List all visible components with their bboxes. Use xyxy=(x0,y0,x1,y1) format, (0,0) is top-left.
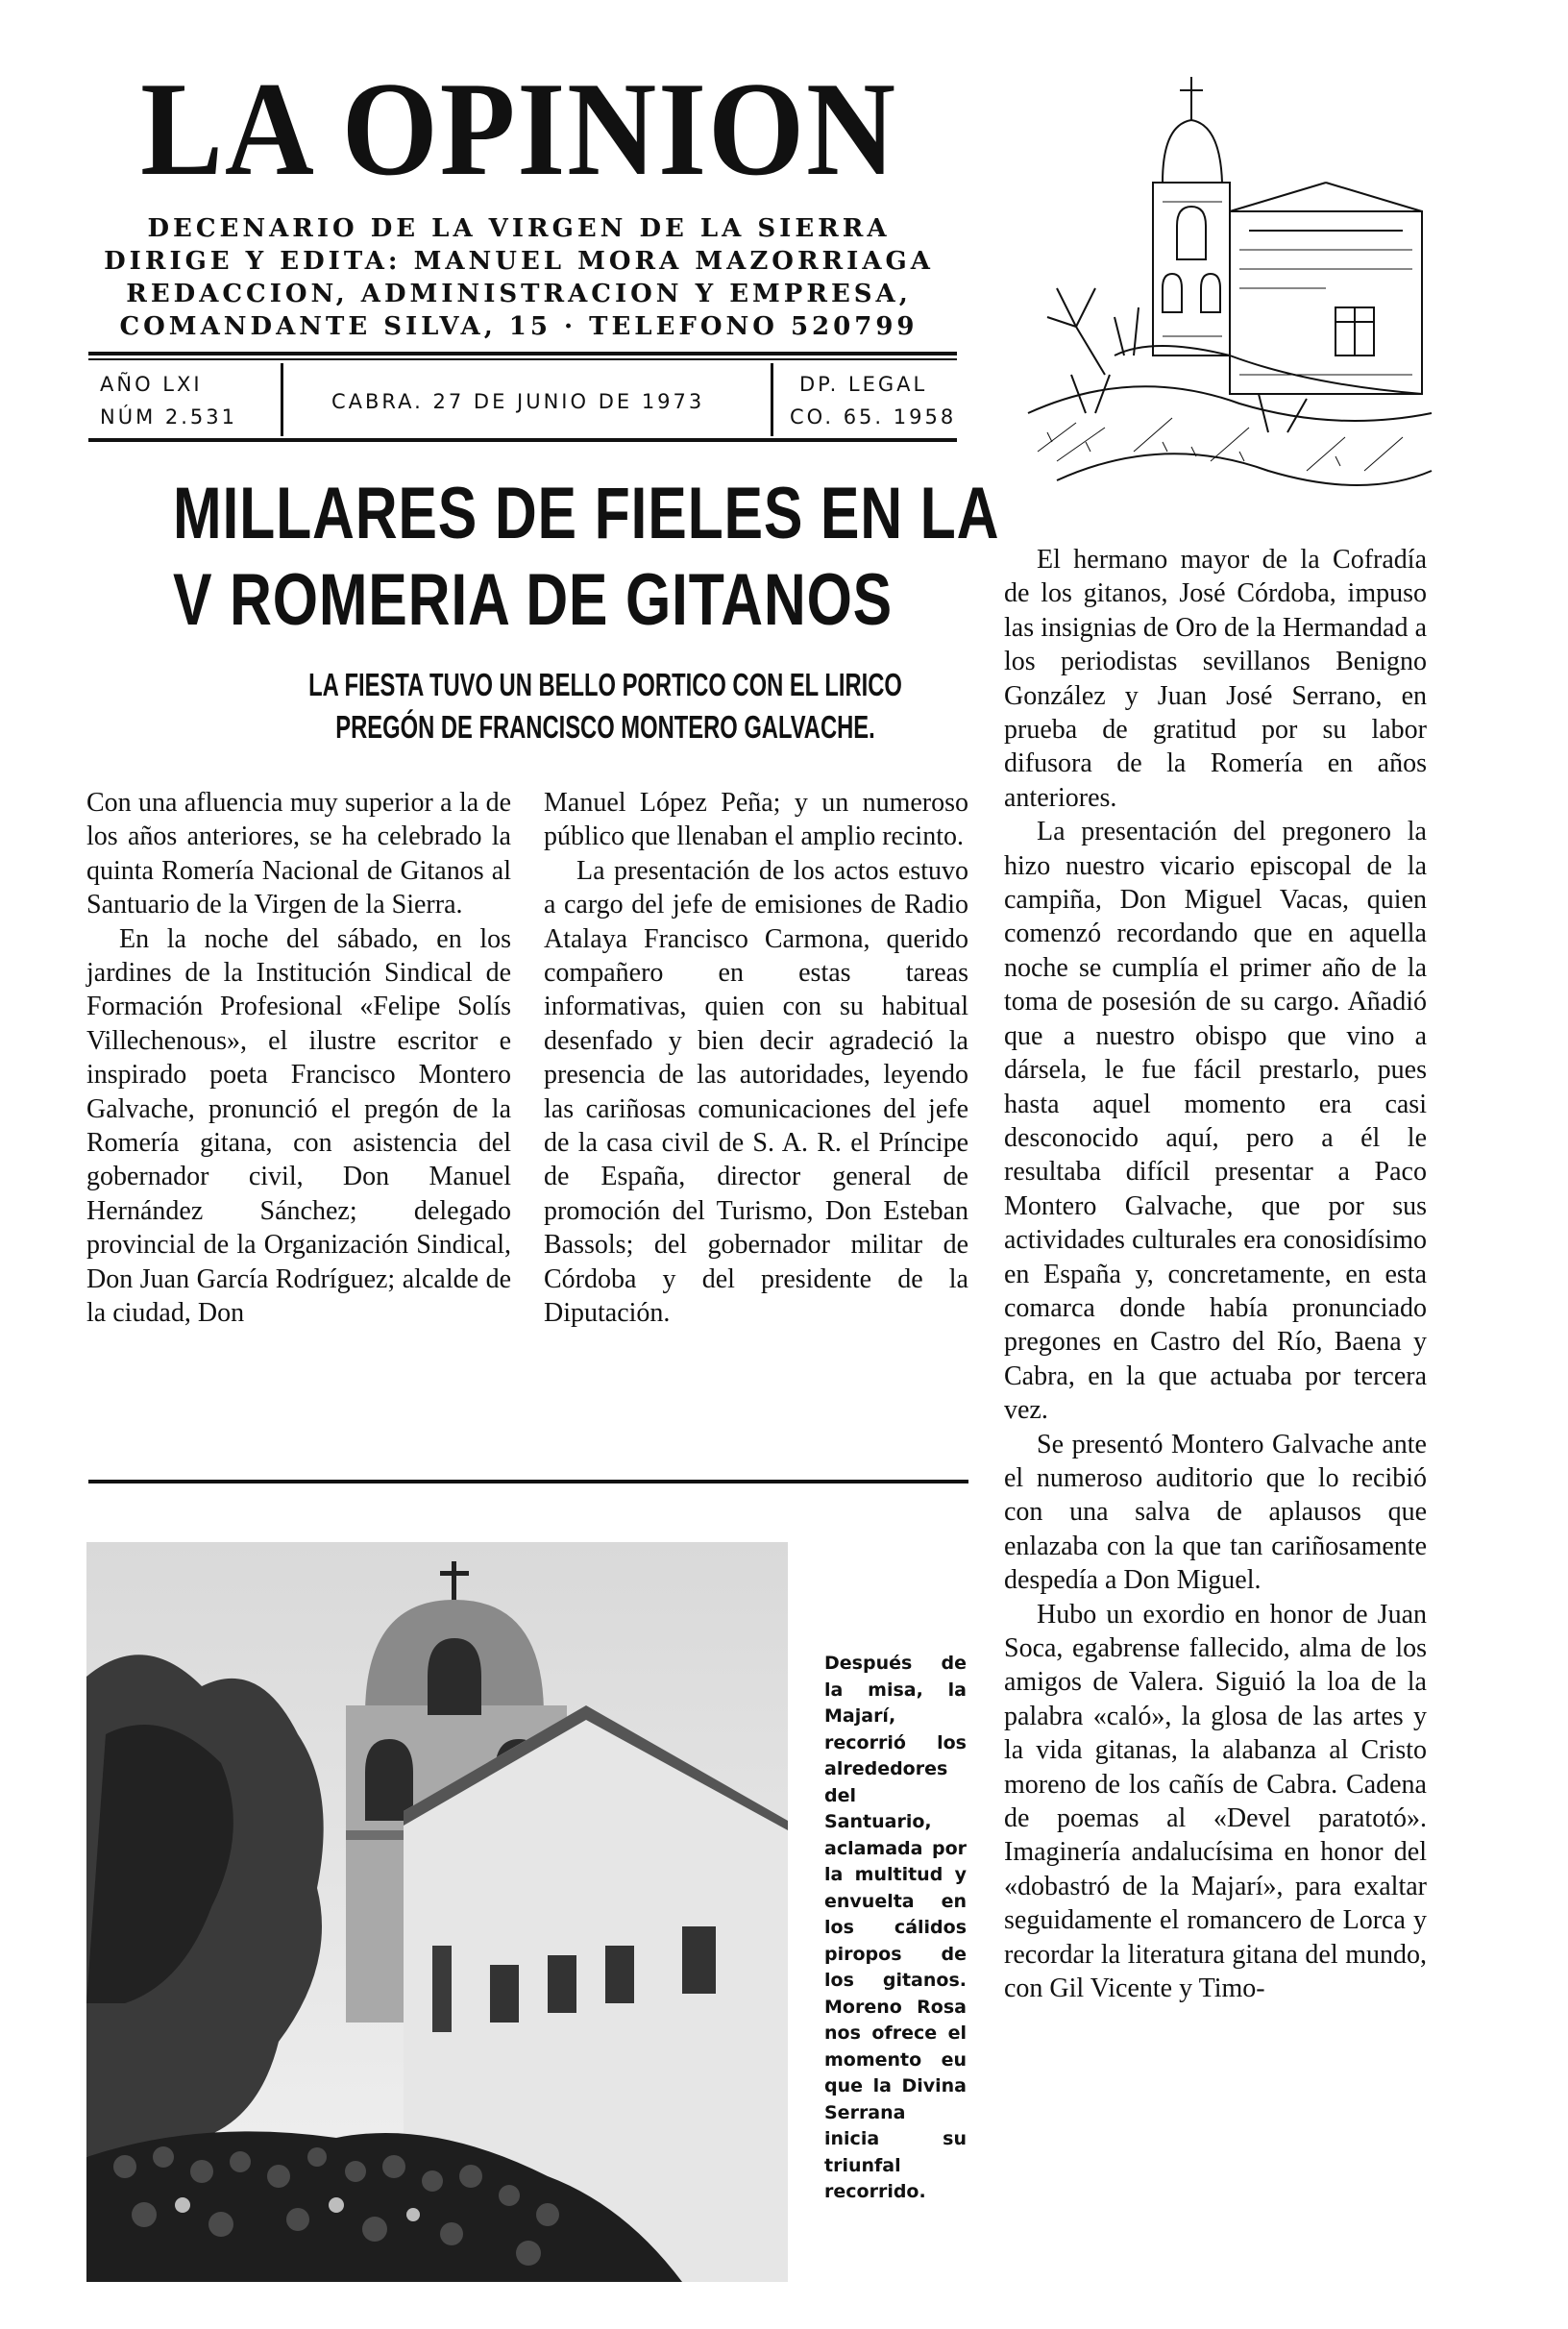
masthead-rule-top-thin xyxy=(88,358,957,360)
paragraph: Manuel López Peña; y un numeroso público que llenaban el amplio recinto. xyxy=(544,788,968,852)
section-divider xyxy=(88,1480,968,1483)
masthead-office: REDACCION, ADMINISTRACION Y EMPRESA, xyxy=(126,280,912,308)
paragraph: El hermano mayor de la Cofradía de los gitanos, José Córdoba, impuso las insignias de Oro de la Hermandad a los periodistas sevillanos Benigno González y Juan José Serrano, en prueba de gratitud por su labor difusora de la Romería en años anteriores. xyxy=(1004,545,1427,813)
legal-deposit-label: DP. LEGAL xyxy=(799,373,928,396)
subheadline-line-1: LA FIESTA TUVO UN BELLO PORTICO CON EL LIRICO xyxy=(308,667,902,702)
issue-number: NÚM 2.531 xyxy=(100,405,237,429)
paragraph: Con una afluencia muy superior a la de los años anteriores, se ha celebrado la quinta Romería Nacional de Gitanos al Santuario de la Virgen de la Sierra. xyxy=(86,788,511,920)
masthead-title: LA OPINION xyxy=(140,55,897,204)
paragraph: Se presentó Montero Galvache ante el numeroso auditorio que lo recibió con una salva de aplausos que enlazaba con la que tan cariñosamente despedía a Don Miguel. xyxy=(1004,1429,1427,1596)
paragraph: La presentación de los actos estuvo a cargo del jefe de emisiones de Radio Atalaya Francisco Carmona, querido compañero en estas tareas informativas, quien con su habitual desenfado y bien decir agradeció la presencia de las autoridades, leyendo las cariñosas comunicaciones del jefe de la casa civil de S. A. R. el Príncipe de España, director general de promoción del Turismo, Don Esteban Bassols; del gobernador militar de Córdoba y del presidente de la Diputación. xyxy=(544,855,968,1329)
sanctuary-sketch-illustration xyxy=(1018,67,1441,509)
article-column-3 xyxy=(1004,543,1427,2005)
infobox-divider-right xyxy=(771,363,773,436)
dateline: CABRA. 27 DE JUNIO DE 1973 xyxy=(331,390,705,413)
headline-line-2: V ROMERIA DE GITANOS xyxy=(173,559,894,641)
subheadline-line-2: PREGÓN DE FRANCISCO MONTERO GALVACHE. xyxy=(335,709,875,745)
paragraph: Hubo un exordio en honor de Juan Soca, egabrense fallecido, alma de los amigos de Valera. Siguió la loa de la palabra «caló», la glosa de las artes y la vida gitanas, la alabanza al Cristo moreno de los cañís de Cabra. Cadena de poemas al «Devel paratotó». Imaginería andalucísima en honor del «dobastró de la Majarí», para exaltar seguidamente el romancero de Lorca y recordar la literatura gitana del mundo, con Gil Vicente y Timo- xyxy=(1004,1599,1427,2004)
paragraph: La presentación del pregonero la hizo nuestro vicario episcopal de la campiña, Don Miguel Vacas, quien comenzó recordando que en aquella noche se cumplía el primer año de la toma de posesión de su cargo. Añadió que a nuestro obispo que vino a dársela, le fue fácil prestarlo, pues hasta aquel momento era casi desconocido aquí, pero a él le resultaba difícil presentar a Paco Montero Galvache, que por sus actividades culturales era conosidísimo en España y, concretamente, en esta comarca donde había pronunciado pregones en Castro del Río, Baena y Cabra, en la que actuaba por tercera vez. xyxy=(1004,817,1427,1426)
masthead-address: COMANDANTE SILVA, 15 · TELEFONO 520799 xyxy=(119,312,919,341)
paragraph: En la noche del sábado, en los jardines de la Institución Sindical de Formación Profesional «Felipe Solís Villechenous», el ilustre escritor e inspirado poeta Francisco Montero Galvache, pronunció el pregón de la Romería gitana, con asistencia del gobernador civil, Don Manuel Hernández Sánchez; delegado provincial de la Organización Sindical, Don Juan García Rodríguez; alcalde de la ciudad, Don xyxy=(86,923,511,1329)
headline-line-1: MILLARES DE FIELES EN LA xyxy=(173,473,1000,554)
article-column-2 xyxy=(544,786,968,1331)
infobox-divider-left xyxy=(281,363,283,436)
sanctuary-procession-photo xyxy=(86,1542,788,2282)
masthead-rule-top xyxy=(88,352,957,355)
legal-deposit-number: CO. 65. 1958 xyxy=(790,405,957,429)
photo-caption: Después de la misa, la Majarí, recorrió los alrededores del Santuario, aclamada por la multitud y envuelta en los cálidos piropos de los gitanos. Moreno Rosa nos ofrece el momento eu que la Divina Serrana inicia su triunfal recorrido. xyxy=(824,1653,967,2202)
masthead-rule-bottom xyxy=(88,438,957,442)
issue-year: AÑO LXI xyxy=(100,373,203,396)
masthead-editor: DIRIGE Y EDITA: MANUEL MORA MAZORRIAGA xyxy=(104,247,934,276)
article-column-1 xyxy=(86,786,511,1331)
masthead-subtitle: DECENARIO DE LA VIRGEN DE LA SIERRA xyxy=(147,214,891,243)
